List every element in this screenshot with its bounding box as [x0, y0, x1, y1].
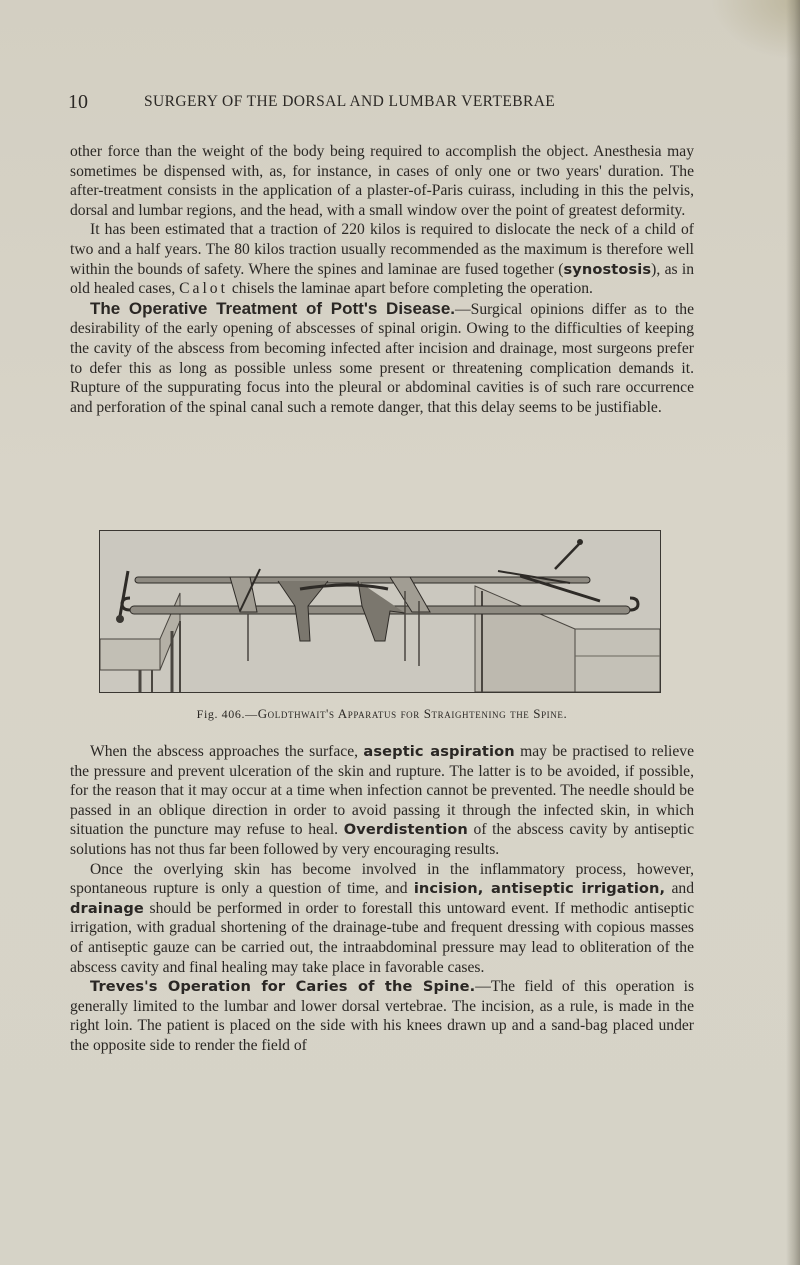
- paragraph-treves-operation: [70, 977, 694, 1055]
- section-heading-potts-disease: The Operative Treatment of Pott's Disease.: [90, 298, 456, 318]
- paragraph-text: and: [665, 880, 695, 898]
- paragraph-aspiration: [70, 742, 694, 860]
- text-block-bottom: [70, 742, 694, 1056]
- paragraph-text: When the abscess approaches the surface,: [90, 743, 364, 760]
- apparatus-illustration: [100, 531, 660, 692]
- paragraph-incision: [70, 860, 694, 978]
- text-block-top: [70, 142, 694, 417]
- bold-term-overdistention: Overdistention: [343, 821, 468, 839]
- section-heading-treves-operation: Treves's Operation for Caries of the Spine.: [90, 978, 476, 996]
- paragraph-text: of the abscess cavity by antiseptic solutions has not thus far been followed by very encouraging results.: [70, 821, 694, 858]
- paragraph-text: ), as in old healed cases,: [70, 260, 695, 298]
- figure-caption: [70, 706, 694, 722]
- running-head: [68, 91, 688, 115]
- paragraph-continuation: [70, 142, 694, 220]
- paragraph-text: —Surgical opinions differ as to the desirability of the early opening of abscesses of spinal origin. Owing to the difficulties of keeping the cavity of the abscess from becoming infected after incision and drainage, most surgeons prefer to defer this as long as possible unless some present or threatening complication demands it. Rupture of the suppurating focus into the pleural or abdominal cavities is of such rare occurrence and perforation of the spinal canal such a remote danger, that this delay seems to be justifiable.: [70, 300, 694, 416]
- paragraph-text: Once the overlying skin has become involved in the inflammatory process, however, spontaneous rupture is only a question of time, and: [70, 860, 694, 898]
- paragraph-text: other force than the weight of the body being required to accomplish the object. Anesthesia may sometimes be dispensed with, as, for instance, in cases of only one or two years' duration. The after-treatment consists in the application of a plaster-of-Paris cuirass, including in this the pelvis, dorsal and lumbar regions, and the head, with a small window over the point of greatest deformity.: [70, 143, 694, 219]
- bold-term-drainage: drainage: [70, 899, 144, 917]
- paragraph-text: should be performed in order to forestall this untoward event. If methodic antiseptic irrigation, with gradual shortening of the drainage-tube and frequent dressing with copious masses of antiseptic gauze can be carried out, the intraabdominal pressure may lead to obliteration of the abscess cavity and final healing may take place in favorable cases.: [70, 899, 694, 976]
- paragraph-text: may be practised to relieve the pressure and prevent ulceration of the skin and rupture. The latter is to be avoided, if possible, for the reason that it may occur at a time when infection cannot be prevented. The needle should be passed in an oblique direction in order to avoid passing it through the infected skin, in which situation the puncture may refuse to heal.: [70, 743, 695, 839]
- page-number: 10: [68, 91, 88, 113]
- bold-term-synostosis: synostosis: [563, 260, 652, 278]
- running-title: SURGERY OF THE DORSAL AND LUMBAR VERTEBRAE: [144, 93, 556, 110]
- page-edge-shadow: [786, 0, 800, 1265]
- paragraph-traction: [70, 220, 694, 298]
- figure-goldthwait-apparatus: [99, 530, 661, 693]
- bold-term-incision-irrigation: incision, antiseptic irrigation,: [413, 880, 666, 898]
- figure-title: Goldthwait's Apparatus for Straightening the Spine.: [257, 706, 568, 721]
- paragraph-text: chisels the laminae apart before completing the operation.: [227, 280, 593, 298]
- bold-term-aseptic-aspiration: aseptic aspiration: [363, 743, 515, 760]
- figure-number: Fig. 406.—: [196, 707, 258, 721]
- paragraph-operative-treatment: [70, 299, 694, 418]
- author-name-calot: Calot: [179, 280, 228, 298]
- paragraph-text: —The field of this operation is generally limited to the lumbar and lower dorsal vertebrae. The incision, as a rule, is made in the right loin. The patient is placed on the side with his knees drawn up and a sand-bag placed under the opposite side to render the field of: [70, 978, 695, 1054]
- paragraph-text: It has been estimated that a traction of 220 kilos is required to dislocate the neck of a child of two and a half years. The 80 kilos traction usually recommended as the maximum is therefore well within the bounds of safety. Where the spines and laminae are fused together (: [70, 221, 694, 278]
